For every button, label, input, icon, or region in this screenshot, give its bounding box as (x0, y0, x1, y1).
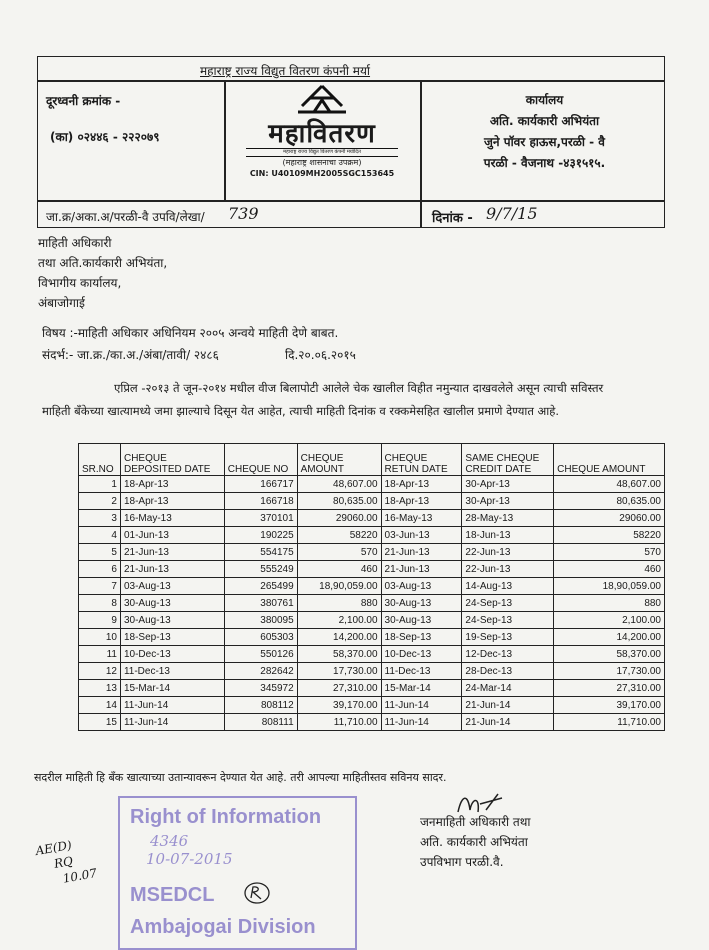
table-row (79, 680, 665, 697)
return-date-cell: 30-Aug-13 (381, 612, 462, 629)
stamp-inward-date: 10-07-2015 (146, 850, 233, 868)
deposited-date-cell: 18-Apr-13 (120, 476, 224, 493)
cheque-no-cell: 554175 (224, 544, 297, 561)
table-row (79, 476, 665, 493)
outward-ref-number: 739 (228, 204, 259, 223)
return-date-cell: 11-Dec-13 (381, 663, 462, 680)
cheque-table (78, 443, 665, 731)
date-value: 9/7/15 (486, 204, 538, 223)
closing-line: सदरील माहिती हि बँक खात्याच्या उतान्यावरून देण्यात येत आहे. तरी आपल्या माहितीस्तव सविनय सादर. (34, 771, 447, 784)
deposited-date-cell: 11-Jun-14 (120, 697, 224, 714)
return-date-cell: 10-Dec-13 (381, 646, 462, 663)
letterhead-col-divider-2 (420, 80, 422, 228)
office-line: परळी - वैजनाथ -४३१५१५. (483, 156, 606, 170)
logo-tagline: (महाराष्ट्र शासनाचा उपक्रम) (282, 158, 362, 167)
header-deposited-date: CHEQUE DEPOSITED DATE (120, 444, 224, 476)
cheque-amount-cell: 570 (297, 544, 381, 561)
reference-date: दि.२०.०६.२०१५ (285, 348, 356, 362)
table-row (79, 612, 665, 629)
credit-date-cell: 14-Aug-13 (462, 578, 554, 595)
credit-date-cell: 24-Sep-13 (462, 612, 554, 629)
header-sr-no: SR.NO (79, 444, 121, 476)
stamp-division: Ambajogai Division (130, 916, 316, 938)
table-row (79, 595, 665, 612)
office-address (432, 90, 657, 174)
recipient-line: तथा अति.कार्यकारी अभियंता, (38, 256, 168, 270)
cheque-no-cell: 166717 (224, 476, 297, 493)
margin-note-line: RQ (52, 853, 74, 872)
table-row (79, 561, 665, 578)
phone-label: दूरध्वनी क्रमांक - (46, 94, 121, 108)
mahavitaran-logo (228, 84, 416, 194)
office-line: कार्यालय (525, 93, 564, 107)
sr-no-cell: 10 (79, 629, 121, 646)
cheque-no-cell: 370101 (224, 510, 297, 527)
cheque-table-body (79, 476, 665, 731)
deposited-date-cell: 03-Aug-13 (120, 578, 224, 595)
credit-amount-cell: 2,100.00 (554, 612, 665, 629)
sr-no-cell: 15 (79, 714, 121, 731)
table-header-row (79, 444, 665, 476)
cheque-no-cell: 282642 (224, 663, 297, 680)
return-date-cell: 16-May-13 (381, 510, 462, 527)
table-row (79, 578, 665, 595)
cheque-no-cell: 380095 (224, 612, 297, 629)
recipient-line: अंबाजोगाई (38, 296, 85, 310)
signatory-line: अति. कार्यकारी अभियंता (420, 835, 528, 849)
table-row (79, 714, 665, 731)
credit-amount-cell: 27,310.00 (554, 680, 665, 697)
sr-no-cell: 12 (79, 663, 121, 680)
sr-no-cell: 7 (79, 578, 121, 595)
cheque-no-cell: 555249 (224, 561, 297, 578)
tower-icon (292, 84, 352, 116)
sr-no-cell: 2 (79, 493, 121, 510)
credit-amount-cell: 39,170.00 (554, 697, 665, 714)
letterhead-ref-divider (37, 200, 665, 202)
return-date-cell: 15-Mar-14 (381, 680, 462, 697)
deposited-date-cell: 21-Jun-13 (120, 544, 224, 561)
credit-date-cell: 12-Dec-13 (462, 646, 554, 663)
credit-date-cell: 28-Dec-13 (462, 663, 554, 680)
return-date-cell: 11-Jun-14 (381, 714, 462, 731)
deposited-date-cell: 10-Dec-13 (120, 646, 224, 663)
recipient-line: माहिती अधिकारी (38, 236, 112, 250)
table-row (79, 646, 665, 663)
credit-amount-cell: 460 (554, 561, 665, 578)
stamp-title: Right of Information (130, 806, 322, 828)
table-row (79, 629, 665, 646)
return-date-cell: 18-Sep-13 (381, 629, 462, 646)
return-date-cell: 18-Apr-13 (381, 476, 462, 493)
table-row (79, 697, 665, 714)
credit-date-cell: 19-Sep-13 (462, 629, 554, 646)
sr-no-cell: 5 (79, 544, 121, 561)
sr-no-cell: 9 (79, 612, 121, 629)
deposited-date-cell: 11-Dec-13 (120, 663, 224, 680)
credit-date-cell: 24-Mar-14 (462, 680, 554, 697)
sr-no-cell: 8 (79, 595, 121, 612)
letterhead-col-divider-1 (224, 80, 226, 200)
deposited-date-cell: 21-Jun-13 (120, 561, 224, 578)
deposited-date-cell: 18-Apr-13 (120, 493, 224, 510)
signatory-block (420, 812, 531, 872)
cheque-no-cell: 605303 (224, 629, 297, 646)
deposited-date-cell: 15-Mar-14 (120, 680, 224, 697)
credit-date-cell: 21-Jun-14 (462, 714, 554, 731)
cheque-amount-cell: 17,730.00 (297, 663, 381, 680)
header-credit-amount: CHEQUE AMOUNT (554, 444, 665, 476)
return-date-cell: 11-Jun-14 (381, 697, 462, 714)
deposited-date-cell: 11-Jun-14 (120, 714, 224, 731)
table-row (79, 544, 665, 561)
credit-date-cell: 22-Jun-13 (462, 544, 554, 561)
sr-no-cell: 3 (79, 510, 121, 527)
cheque-amount-cell: 80,635.00 (297, 493, 381, 510)
outward-ref-label: जा.क्र/अका.अ/परळी-वै उपवि/लेखा/ (46, 210, 205, 224)
credit-amount-cell: 29060.00 (554, 510, 665, 527)
header-cheque-amount: CHEQUE AMOUNT (297, 444, 381, 476)
credit-amount-cell: 58,370.00 (554, 646, 665, 663)
deposited-date-cell: 18-Sep-13 (120, 629, 224, 646)
cheque-no-cell: 808112 (224, 697, 297, 714)
office-line: अति. कार्यकारी अभियंता (489, 114, 600, 128)
table-row (79, 510, 665, 527)
cheque-amount-cell: 460 (297, 561, 381, 578)
letterhead-title-divider (37, 80, 665, 82)
stamp-inward-no: 4346 (150, 832, 189, 850)
credit-date-cell: 21-Jun-14 (462, 697, 554, 714)
margin-note-line: 10.07 (61, 865, 98, 886)
sr-no-cell: 4 (79, 527, 121, 544)
initials-circle-icon (242, 880, 272, 906)
phone-number: (का) ०२४४६ - २२२०७९ (50, 130, 160, 144)
credit-date-cell: 24-Sep-13 (462, 595, 554, 612)
credit-amount-cell: 14,200.00 (554, 629, 665, 646)
deposited-date-cell: 16-May-13 (120, 510, 224, 527)
cheque-amount-cell: 18,90,059.00 (297, 578, 381, 595)
recipient-block (38, 233, 167, 313)
header-cheque-no: CHEQUE NO (224, 444, 297, 476)
return-date-cell: 21-Jun-13 (381, 561, 462, 578)
cheque-no-cell: 265499 (224, 578, 297, 595)
table-row (79, 493, 665, 510)
rti-stamp (118, 796, 357, 950)
header-credit-date: SAME CHEQUE CREDIT DATE (462, 444, 554, 476)
office-line: जुने पॉवर हाऊस,परळी - वै (484, 135, 605, 149)
body-paragraph-line-1: एप्रिल -२०१३ ते जून-२०१४ मधील वीज बिलापोटी आलेले चेक खालील विहीत नमुन्यात दाखवलेले असून त्याची सविस्तर (114, 381, 604, 395)
cheque-no-cell: 380761 (224, 595, 297, 612)
credit-amount-cell: 880 (554, 595, 665, 612)
cin-number: CIN: U40109MH2005SGC153645 (249, 169, 395, 178)
margin-note-line: AE(D) (34, 837, 73, 859)
signatory-line: जनमाहिती अधिकारी तथा (420, 815, 531, 829)
return-date-cell: 03-Jun-13 (381, 527, 462, 544)
return-date-cell: 18-Apr-13 (381, 493, 462, 510)
sr-no-cell: 1 (79, 476, 121, 493)
table-row (79, 663, 665, 680)
body-paragraph-line-2: माहिती बँकेच्या खात्यामध्ये जमा झाल्याचे दिसून येत आहेत, त्याची माहिती दिनांक व रक्कमेसहित खालील प्रमाणे देण्यात आहे. (42, 404, 560, 418)
cheque-amount-cell: 11,710.00 (297, 714, 381, 731)
credit-date-cell: 18-Jun-13 (462, 527, 554, 544)
company-name: महाराष्ट्र राज्य विद्युत वितरण कंपनी मर्या (200, 64, 371, 78)
cheque-amount-cell: 27,310.00 (297, 680, 381, 697)
logo-title: महावितरण (268, 119, 376, 149)
cheque-amount-cell: 29060.00 (297, 510, 381, 527)
cheque-amount-cell: 58220 (297, 527, 381, 544)
credit-date-cell: 22-Jun-13 (462, 561, 554, 578)
credit-amount-cell: 570 (554, 544, 665, 561)
margin-note (34, 833, 98, 890)
cheque-amount-cell: 58,370.00 (297, 646, 381, 663)
recipient-line: विभागीय कार्यालय, (38, 276, 122, 290)
cheque-amount-cell: 39,170.00 (297, 697, 381, 714)
sr-no-cell: 14 (79, 697, 121, 714)
credit-date-cell: 30-Apr-13 (462, 493, 554, 510)
credit-amount-cell: 18,90,059.00 (554, 578, 665, 595)
deposited-date-cell: 30-Aug-13 (120, 612, 224, 629)
subject-line: विषय :-माहिती अधिकार अधिनियम २००५ अन्वये माहिती देणे बाबत. (42, 326, 339, 340)
cheque-amount-cell: 2,100.00 (297, 612, 381, 629)
sr-no-cell: 11 (79, 646, 121, 663)
credit-amount-cell: 17,730.00 (554, 663, 665, 680)
sr-no-cell: 13 (79, 680, 121, 697)
credit-date-cell: 28-May-13 (462, 510, 554, 527)
cheque-no-cell: 808111 (224, 714, 297, 731)
return-date-cell: 30-Aug-13 (381, 595, 462, 612)
return-date-cell: 03-Aug-13 (381, 578, 462, 595)
cheque-no-cell: 166718 (224, 493, 297, 510)
deposited-date-cell: 30-Aug-13 (120, 595, 224, 612)
cheque-no-cell: 190225 (224, 527, 297, 544)
cheque-no-cell: 550126 (224, 646, 297, 663)
stamp-org: MSEDCL (130, 884, 215, 906)
logo-subtitle: महाराष्ट्र राज्य विद्युत वितरण कंपनी मर्यादित (246, 148, 398, 157)
signatory-line: उपविभाग परळी.वै. (420, 855, 504, 869)
deposited-date-cell: 01-Jun-13 (120, 527, 224, 544)
table-row (79, 527, 665, 544)
credit-amount-cell: 48,607.00 (554, 476, 665, 493)
return-date-cell: 21-Jun-13 (381, 544, 462, 561)
cheque-amount-cell: 48,607.00 (297, 476, 381, 493)
credit-amount-cell: 80,635.00 (554, 493, 665, 510)
credit-amount-cell: 58220 (554, 527, 665, 544)
credit-date-cell: 30-Apr-13 (462, 476, 554, 493)
header-return-date: CHEQUE RETUN DATE (381, 444, 462, 476)
date-label: दिनांक - (432, 211, 473, 226)
cheque-amount-cell: 880 (297, 595, 381, 612)
sr-no-cell: 6 (79, 561, 121, 578)
cheque-amount-cell: 14,200.00 (297, 629, 381, 646)
credit-amount-cell: 11,710.00 (554, 714, 665, 731)
cheque-no-cell: 345972 (224, 680, 297, 697)
reference-line: संदर्भ:- जा.क्र./का.अ./अंबा/तावी/ २४८६ (42, 348, 219, 362)
